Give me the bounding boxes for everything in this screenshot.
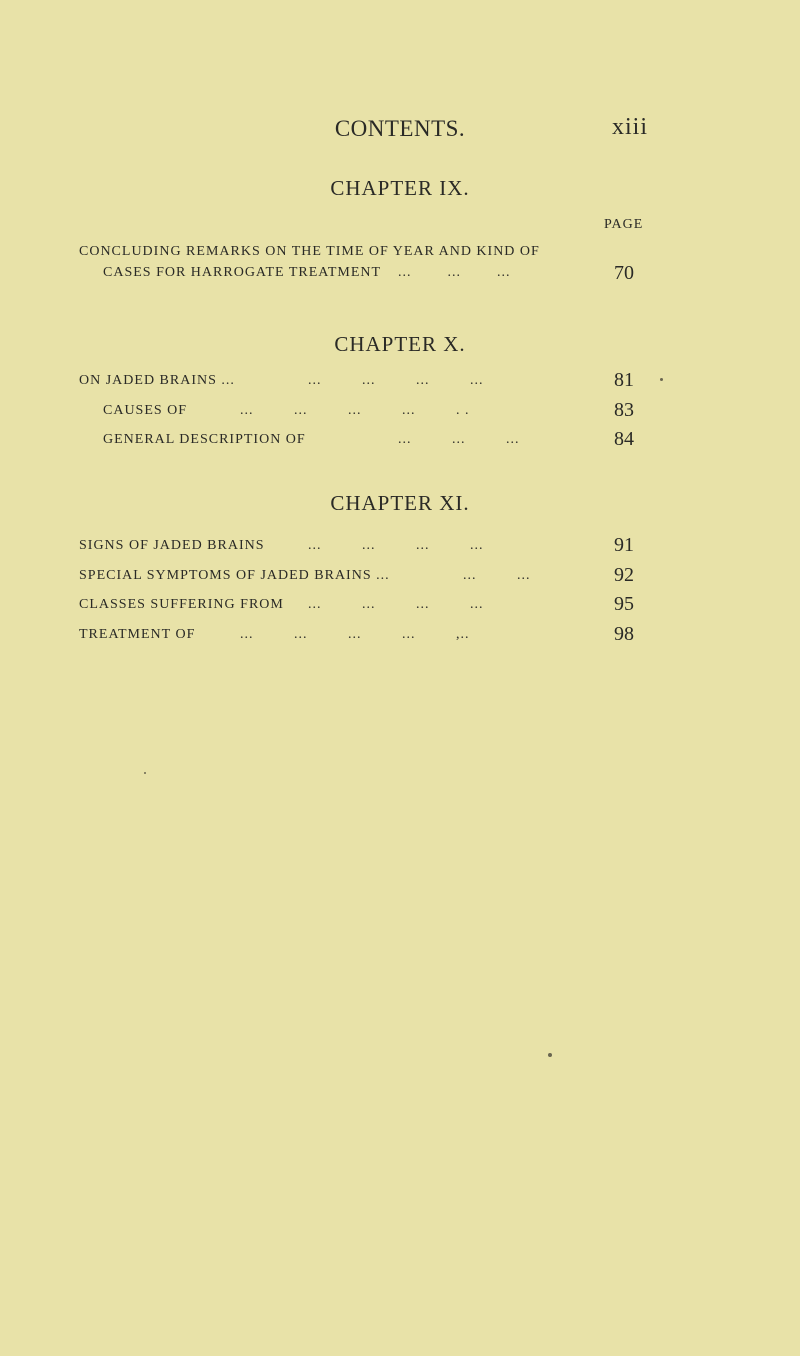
toc-page-95: 95 (614, 593, 634, 615)
page-number: xiii (612, 114, 649, 140)
paper-speck (548, 1053, 552, 1057)
toc-page-70: 70 (614, 262, 634, 284)
toc-page-81: 81 (614, 369, 634, 391)
toc-entry-on-jaded-brains: ON JADED BRAINS ... (79, 373, 235, 388)
running-title: CONTENTS. (334, 116, 466, 141)
paper-speck (144, 772, 146, 774)
toc-leader-dots: ... ... ... ... . . (240, 403, 470, 418)
chapter-heading-xi: CHAPTER XI. (330, 491, 470, 515)
toc-leader-dots: ... ... ... ... (308, 538, 484, 553)
toc-entry-concluding-remarks-line1: CONCLUDING REMARKS ON THE TIME OF YEAR AND KIND OF (79, 244, 540, 259)
page-column-label: PAGE (604, 217, 644, 232)
paper-speck (660, 378, 663, 381)
toc-entry-treatment-of: TREATMENT OF (79, 627, 196, 642)
toc-page-92: 92 (614, 564, 634, 586)
toc-entry-causes-of: CAUSES OF (103, 403, 188, 418)
toc-leader-dots: ... ... ... ... ,.. (240, 627, 470, 642)
chapter-heading-x: CHAPTER X. (334, 332, 466, 356)
toc-entry-concluding-remarks-line2: CASES FOR HARROGATE TREATMENT (103, 265, 382, 280)
chapter-heading-ix: CHAPTER IX. (330, 176, 470, 200)
toc-leader-dots: ... ... ... (398, 265, 511, 280)
toc-page-91: 91 (614, 534, 634, 556)
toc-entry-general-description-of: GENERAL DESCRIPTION OF (103, 432, 306, 447)
toc-page-84: 84 (614, 428, 634, 450)
toc-entry-signs-of-jaded-brains: SIGNS OF JADED BRAINS (79, 538, 265, 553)
toc-leader-dots: ... ... (463, 568, 531, 583)
toc-leader-dots: ... ... ... ... (308, 597, 484, 612)
toc-page-83: 83 (614, 399, 634, 421)
toc-leader-dots: ... ... ... ... (308, 373, 484, 388)
toc-entry-special-symptoms: SPECIAL SYMPTOMS OF JADED BRAINS ... (79, 568, 390, 583)
toc-leader-dots: ... ... ... (398, 432, 520, 447)
toc-entry-classes-suffering-from: CLASSES SUFFERING FROM (79, 597, 284, 612)
toc-page-98: 98 (614, 623, 634, 645)
